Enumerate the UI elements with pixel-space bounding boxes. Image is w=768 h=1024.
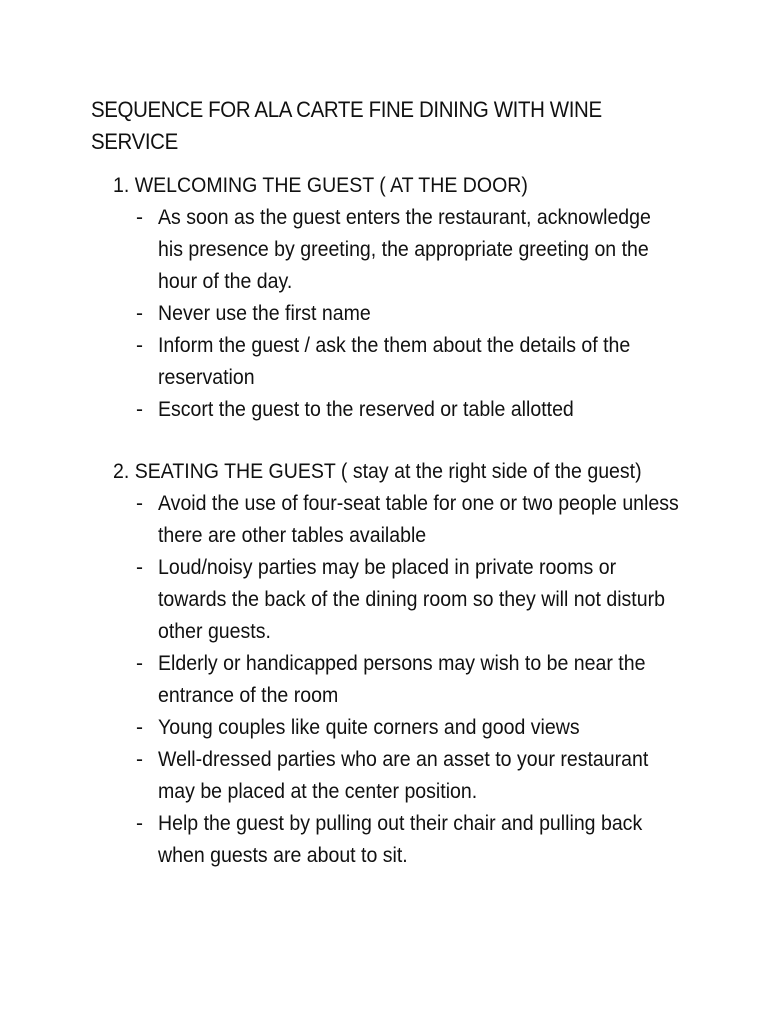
list-item	[0, 298, 718, 330]
list-item	[0, 712, 718, 744]
list-item-text: Well-dressed parties who are an asset to your restaurant may be placed at the center position.	[158, 748, 649, 803]
document-title: SEQUENCE FOR ALA CARTE FINE DINING WITH WINE SERVICE	[91, 97, 602, 154]
section-heading: 2. SEATING THE GUEST ( stay at the right side of the guest)	[113, 460, 642, 483]
list-item-text: Loud/noisy parties may be placed in private rooms or towards the back of the dining room so they will not disturb other guests.	[158, 556, 665, 643]
bullet-marker: -	[136, 334, 143, 357]
bullet-marker: -	[136, 492, 143, 515]
bullet-marker: -	[136, 556, 143, 579]
list-item-text: Help the guest by pulling out their chair and pulling back when guests are about to sit.	[158, 812, 643, 867]
list-item	[0, 648, 718, 712]
list-item-text: Elderly or handicapped persons may wish to be near the entrance of the room	[158, 652, 646, 707]
section-heading: 1. WELCOMING THE GUEST ( AT THE DOOR)	[113, 174, 528, 197]
list-item	[0, 394, 718, 426]
bullet-marker: -	[136, 652, 143, 675]
list-item-text: Never use the first name	[158, 302, 371, 325]
list-item-text: Young couples like quite corners and good views	[158, 716, 580, 739]
bullet-marker: -	[136, 812, 143, 835]
bullet-marker: -	[136, 716, 143, 739]
list-item	[0, 202, 718, 298]
list-item-text: Avoid the use of four-seat table for one or two people unless there are other tables available	[158, 492, 679, 547]
list-item	[0, 744, 718, 808]
bullet-list	[0, 488, 718, 872]
bullet-marker: -	[136, 206, 143, 229]
list-item-text: Escort the guest to the reserved or table allotted	[158, 398, 574, 421]
list-item	[0, 488, 718, 552]
bullet-marker: -	[136, 748, 143, 771]
list-item-text: Inform the guest / ask the them about the details of the reservation	[158, 334, 631, 389]
list-item-text: As soon as the guest enters the restaurant, acknowledge his presence by greeting, the appropriate greeting on the hour of the day.	[158, 206, 651, 293]
list-item	[0, 330, 718, 394]
list-item	[0, 552, 718, 648]
bullet-marker: -	[136, 398, 143, 421]
bullet-marker: -	[136, 302, 143, 325]
bullet-list	[0, 202, 718, 426]
list-item	[0, 808, 718, 872]
